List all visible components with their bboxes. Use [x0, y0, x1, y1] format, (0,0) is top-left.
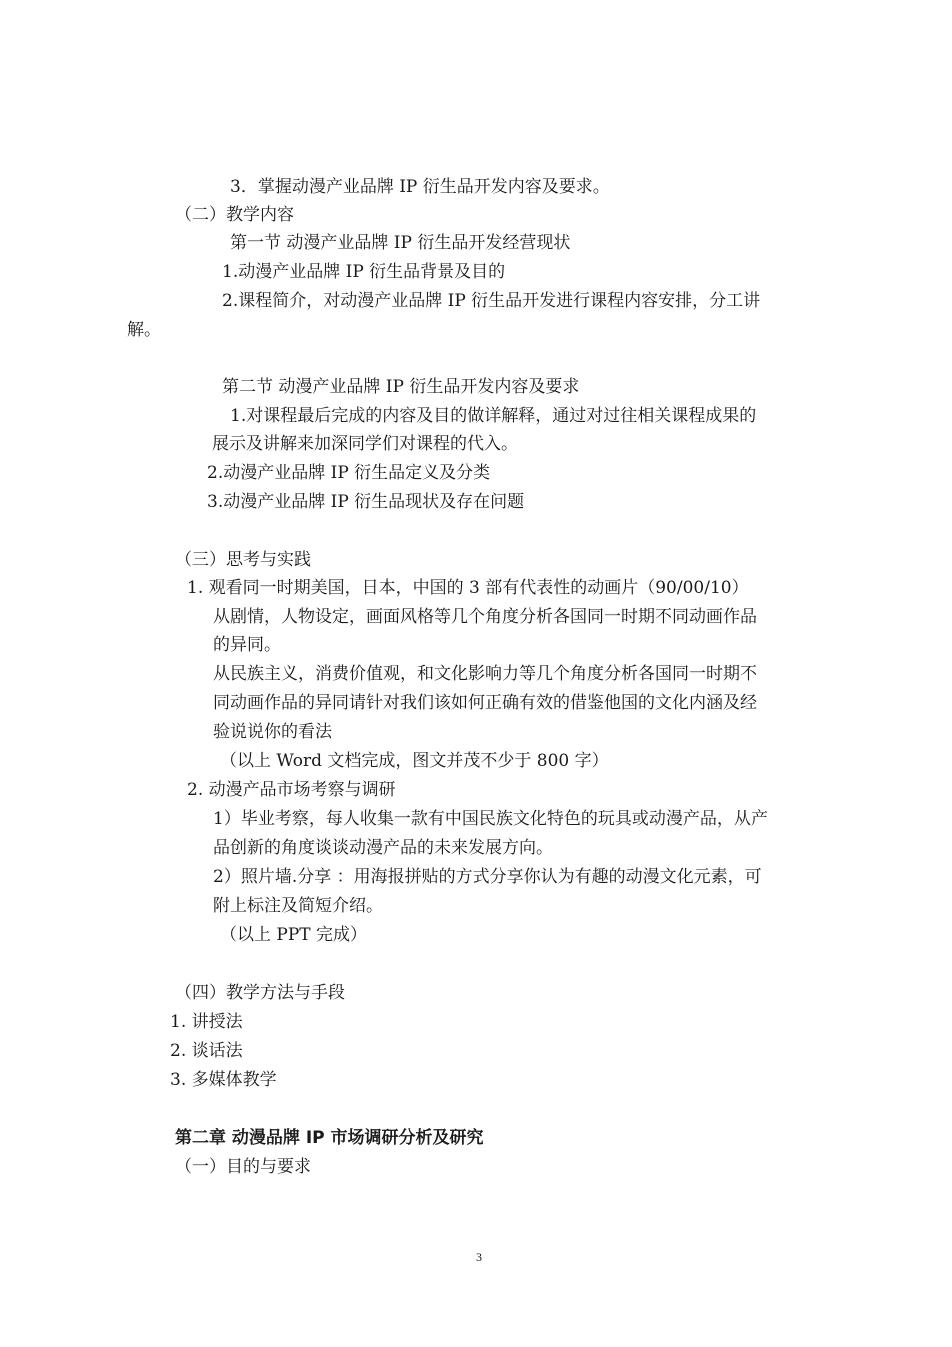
- chapter-title: 第二章 动漫品牌 IP 市场调研分析及研究: [175, 1128, 484, 1148]
- subsection-heading: 第二节 动漫产业品牌 IP 衍生品开发内容及要求: [222, 377, 580, 397]
- list-item: 3. 多媒体教学: [170, 1070, 277, 1090]
- text-line: 3．掌握动漫产业品牌 IP 衍生品开发内容及要求。: [230, 177, 610, 197]
- page-number: 3: [476, 1250, 482, 1264]
- text-line: 2.课程简介，对动漫产业品牌 IP 衍生品开发进行课程内容安排，分工讲: [222, 291, 761, 311]
- text-line: 解。: [127, 320, 161, 340]
- subsection-heading: 第一节 动漫产业品牌 IP 衍生品开发经营现状: [230, 233, 571, 253]
- list-item: 1. 讲授法: [170, 1012, 243, 1032]
- text-line: 同动画作品的异同请针对我们该如何正确有效的借鉴他国的文化内涵及经: [213, 693, 757, 713]
- text-line: 1. 观看同一时期美国，日本，中国的 3 部有代表性的动画片（90/00/10）: [187, 578, 749, 598]
- text-line: 附上标注及简短介绍。: [213, 896, 383, 916]
- text-line: 2.动漫产业品牌 IP 衍生品定义及分类: [207, 463, 491, 483]
- section-heading: （一）目的与要求: [175, 1157, 311, 1177]
- text-line: 从民族主义，消费价值观，和文化影响力等几个角度分析各国同一时期不: [213, 664, 757, 684]
- text-line: 1.对课程最后完成的内容及目的做详解释，通过对过往相关课程成果的: [230, 406, 757, 426]
- text-line: 展示及讲解来加深同学们对课程的代入。: [212, 434, 518, 454]
- text-line: 1.动漫产业品牌 IP 衍生品背景及目的: [222, 262, 506, 282]
- list-item: 2. 谈话法: [170, 1041, 243, 1061]
- text-line: 3.动漫产业品牌 IP 衍生品现状及存在问题: [207, 492, 525, 512]
- text-line: 的异同。: [213, 635, 281, 655]
- text-line: 从剧情，人物设定，画面风格等几个角度分析各国同一时期不同动画作品: [213, 607, 757, 627]
- text-line: （以上 Word 文档完成，图文并茂不少于 800 字）: [220, 751, 609, 771]
- text-line: 2）照片墙.分享 ：用海报拼贴的方式分享你认为有趣的动漫文化元素，可: [213, 867, 762, 887]
- text-line: 2. 动漫产品市场考察与调研: [187, 780, 396, 800]
- section-heading: （四）教学方法与手段: [175, 983, 345, 1003]
- text-line: 品创新的角度谈谈动漫产品的未来发展方向。: [213, 838, 553, 858]
- section-heading: （二）教学内容: [175, 205, 294, 225]
- text-line: 1）毕业考察，每人收集一款有中国民族文化特色的玩具或动漫产品，从产: [213, 809, 768, 829]
- text-line: 验说说你的看法: [213, 722, 332, 742]
- section-heading: （三）思考与实践: [175, 550, 311, 570]
- text-line: （以上 PPT 完成）: [220, 925, 368, 945]
